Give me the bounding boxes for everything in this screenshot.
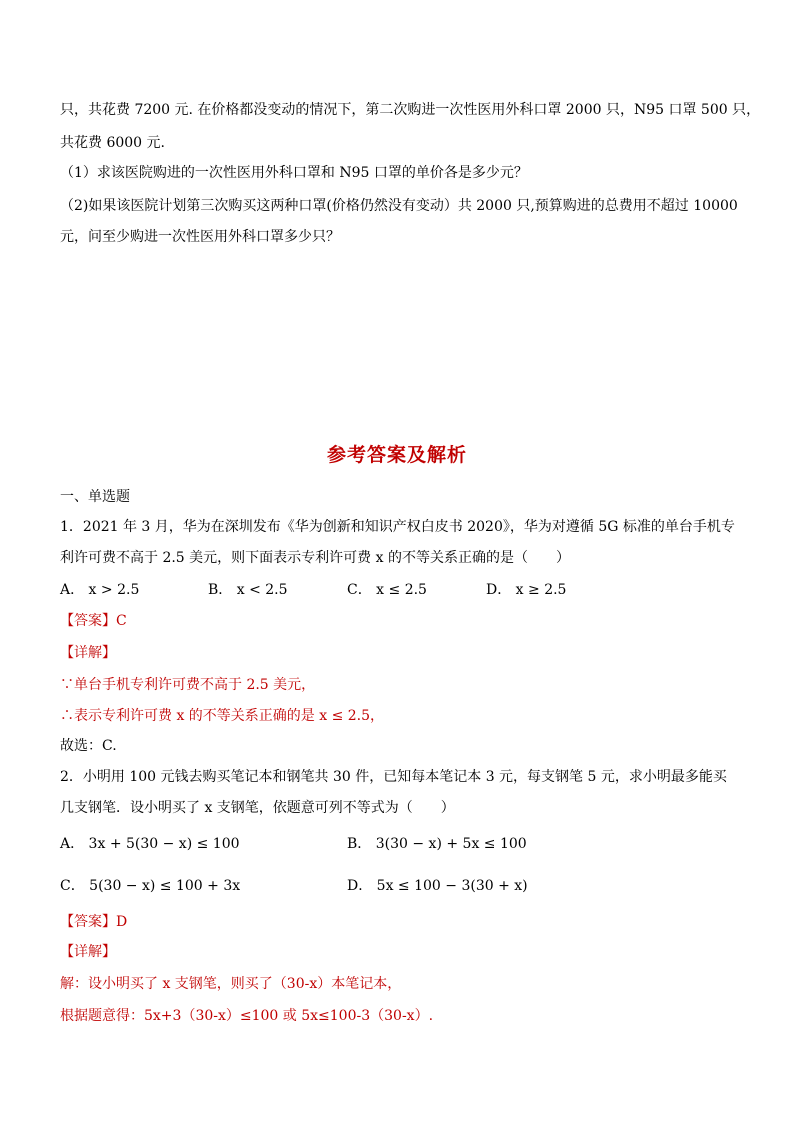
q2-option-c: C． 5(30 − x) ≤ 100 + 3x <box>60 878 241 894</box>
q1-detail-line-2: ∴表示专利许可费 x 的不等关系正确的是 x ≤ 2.5， <box>60 708 385 724</box>
q1-option-a: A． x > 2.5 <box>60 582 140 598</box>
q1-detail-tag: 【详解】 <box>60 645 116 661</box>
prev-question-sub-1: （1）求该医院购进的一次性医用外科口罩和 N95 口罩的单价各是多少元？ <box>60 165 528 181</box>
answer-value: C <box>116 613 127 629</box>
q1-option-d: D． x ≥ 2.5 <box>486 582 567 598</box>
section-heading: 一、单选题 <box>60 489 130 505</box>
q2-option-b: B． 3(30 − x) + 5x ≤ 100 <box>347 836 527 852</box>
q2-answer <box>60 912 127 932</box>
q2-detail-line-2: 根据题意得：5x+3（30-x）≤100 或 5x≤100-3（30-x）. <box>60 1008 434 1024</box>
q1-option-b: B． x < 2.5 <box>208 582 288 598</box>
q2-option-d: D． 5x ≤ 100 − 3(30 + x) <box>347 878 528 894</box>
answer-value: D <box>116 914 128 930</box>
q1-option-c: C． x ≤ 2.5 <box>347 582 427 598</box>
answer-tag: 【答案】 <box>60 613 116 629</box>
q1-detail-line-3: 故选：C. <box>60 738 117 754</box>
answers-title: 参考答案及解析 <box>326 444 467 466</box>
answer-tag: 【答案】 <box>60 914 116 930</box>
q1-stem-line-2: 利许可费不高于 2.5 美元，则下面表示专利许可费 x 的不等关系正确的是（ ） <box>60 550 570 566</box>
prev-question-line-1: 只，共花费 7200 元. 在价格都没变动的情况下，第二次购进一次性医用外科口罩 2000 只，N95 口罩 500 只， <box>60 102 761 118</box>
q1-detail-line-1: ∵单台手机专利许可费不高于 2.5 美元， <box>60 677 316 693</box>
q1-answer <box>60 611 127 631</box>
q2-detail-line-1: 解：设小明买了 x 支钢笔，则买了（30-x）本笔记本， <box>60 976 402 992</box>
q2-stem-line-2: 几支钢笔．设小明买了 x 支钢笔，依题意可列不等式为（ ） <box>60 800 455 816</box>
q2-option-a: A． 3x + 5(30 − x) ≤ 100 <box>60 836 240 852</box>
q1-stem-line-1: 1．2021 年 3 月，华为在深圳发布《华为创新和知识产权白皮书 2020》，华为对遵循 5G 标准的单台手机专 <box>60 519 735 535</box>
q2-detail-tag: 【详解】 <box>60 944 116 960</box>
prev-question-sub-2b: 元，问至少购进一次性医用外科口罩多少只？ <box>60 229 340 245</box>
prev-question-sub-2a: （2)如果该医院计划第三次购买这两种口罩(价格仍然没有变动）共 2000 只,预算购进的总费用不超过 10000 <box>60 198 738 214</box>
prev-question-line-2: 共花费 6000 元. <box>60 135 165 151</box>
q2-stem-line-1: 2．小明用 100 元钱去购买笔记本和钢笔共 30 件，已知每本笔记本 3 元，每支钢笔 5 元，求小明最多能买 <box>60 769 727 785</box>
